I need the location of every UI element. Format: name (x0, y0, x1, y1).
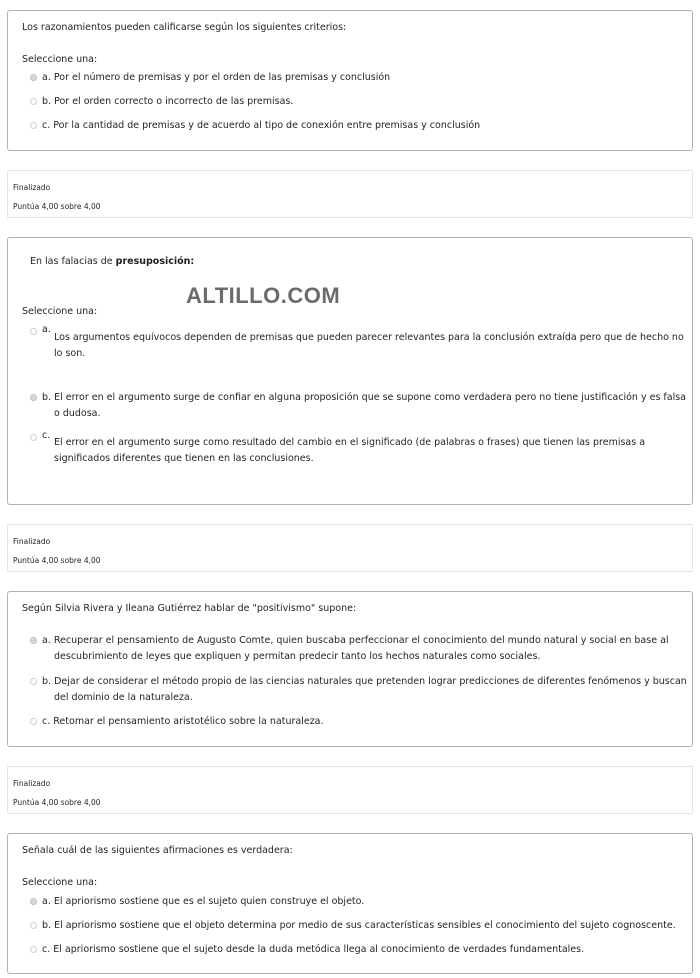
question-card-1 (7, 10, 693, 151)
option-b-line1[interactable]: b. El error en el argumento surge de confiar en alguna proposición que se supone como verdadera pero no tiene justificación y es falsa (42, 392, 686, 403)
option-c-text[interactable]: c. Por la cantidad de premisas y de acuerdo al tipo de conexión entre premisas y conclusión (42, 120, 481, 131)
status-text: Finalizado (13, 779, 51, 788)
option-a-radio[interactable] (30, 328, 37, 335)
option-b-radio[interactable] (30, 98, 37, 105)
question-card-4 (7, 833, 693, 974)
question-card-3 (7, 591, 693, 747)
option-c-line2[interactable]: significados diferentes que tienen en las conclusiones. (54, 453, 314, 464)
option-a-text[interactable]: a. El apriorismo sostiene que es el sujeto quien construye el objeto. (42, 896, 365, 907)
option-b-line2[interactable]: o dudosa. (54, 408, 101, 419)
question-status-1 (7, 170, 693, 218)
option-a-line2[interactable]: lo son. (54, 348, 86, 359)
option-b-radio[interactable] (30, 394, 37, 401)
option-c-line1[interactable]: El error en el argumento surge como resultado del cambio en el significado (de palabras o frases) que tienen las premisas a (54, 437, 646, 448)
question-status-3 (7, 766, 693, 814)
question-prompt (30, 254, 194, 270)
option-a-radio[interactable] (30, 898, 37, 905)
status-text: Finalizado (13, 183, 51, 192)
prompt-bold: presuposición: (115, 256, 195, 267)
option-a-radio[interactable] (30, 74, 37, 81)
option-c-radio[interactable] (30, 718, 37, 725)
question-prompt: Los razonamientos pueden calificarse según los siguientes criterios: (22, 22, 347, 33)
option-c-radio[interactable] (30, 122, 37, 129)
option-a-line1[interactable]: Los argumentos equívocos dependen de premisas que pueden parecer relevantes para la conclusión extraída pero que de hecho no (54, 332, 684, 343)
option-a-text[interactable]: a. Por el número de premisas y por el orden de las premisas y conclusión (42, 72, 391, 83)
select-label: Seleccione una: (22, 877, 98, 888)
option-b-text[interactable]: b. Por el orden correcto o incorrecto de las premisas. (42, 96, 294, 107)
option-b-radio[interactable] (30, 678, 37, 685)
question-card-2 (7, 237, 693, 505)
score-text: Puntúa 4,00 sobre 4,00 (13, 202, 101, 211)
option-c-letter: c. (42, 430, 51, 441)
question-status-2 (7, 524, 693, 572)
question-prompt: Señala cuál de las siguientes afirmaciones es verdadera: (22, 845, 293, 856)
option-a-line2[interactable]: descubrimiento de leyes que expliquen y permitan predecir tanto los hechos naturales como sociales. (54, 651, 541, 662)
score-text: Puntúa 4,00 sobre 4,00 (13, 798, 101, 807)
option-a-radio[interactable] (30, 637, 37, 644)
option-a-line1[interactable]: a. Recuperar el pensamiento de Augusto Comte, quien buscaba perfeccionar el conocimiento del mundo natural y social en base al (42, 635, 669, 646)
option-b-text[interactable]: b. El apriorismo sostiene que el objeto determina por medio de sus características sensibles el conocimiento del sujeto cognoscente. (42, 920, 676, 931)
prompt-prefix: En las falacias de (30, 256, 116, 267)
option-b-line2[interactable]: del dominio de la naturaleza. (54, 692, 193, 703)
option-c-radio[interactable] (30, 946, 37, 953)
option-c-text[interactable]: c. Retomar el pensamiento aristotélico sobre la naturaleza. (42, 716, 324, 727)
option-c-radio[interactable] (30, 434, 37, 441)
option-b-radio[interactable] (30, 922, 37, 929)
score-text: Puntúa 4,00 sobre 4,00 (13, 556, 101, 565)
option-c-text[interactable]: c. El apriorismo sostiene que el sujeto desde la duda metódica llega al conocimiento de verdades fundamentales. (42, 944, 585, 955)
select-label: Seleccione una: (22, 306, 98, 317)
option-a-letter: a. (42, 324, 51, 335)
select-label: Seleccione una: (22, 54, 98, 65)
question-prompt: Según Silvia Rivera y Ileana Gutiérrez hablar de "positivismo" supone: (22, 603, 357, 614)
status-text: Finalizado (13, 537, 51, 546)
option-b-line1[interactable]: b. Dejar de considerar el método propio de las ciencias naturales que pretenden lograr predicciones de diferentes fenómenos y buscan (42, 676, 687, 687)
watermark: ALTILLO.COM (186, 283, 341, 308)
